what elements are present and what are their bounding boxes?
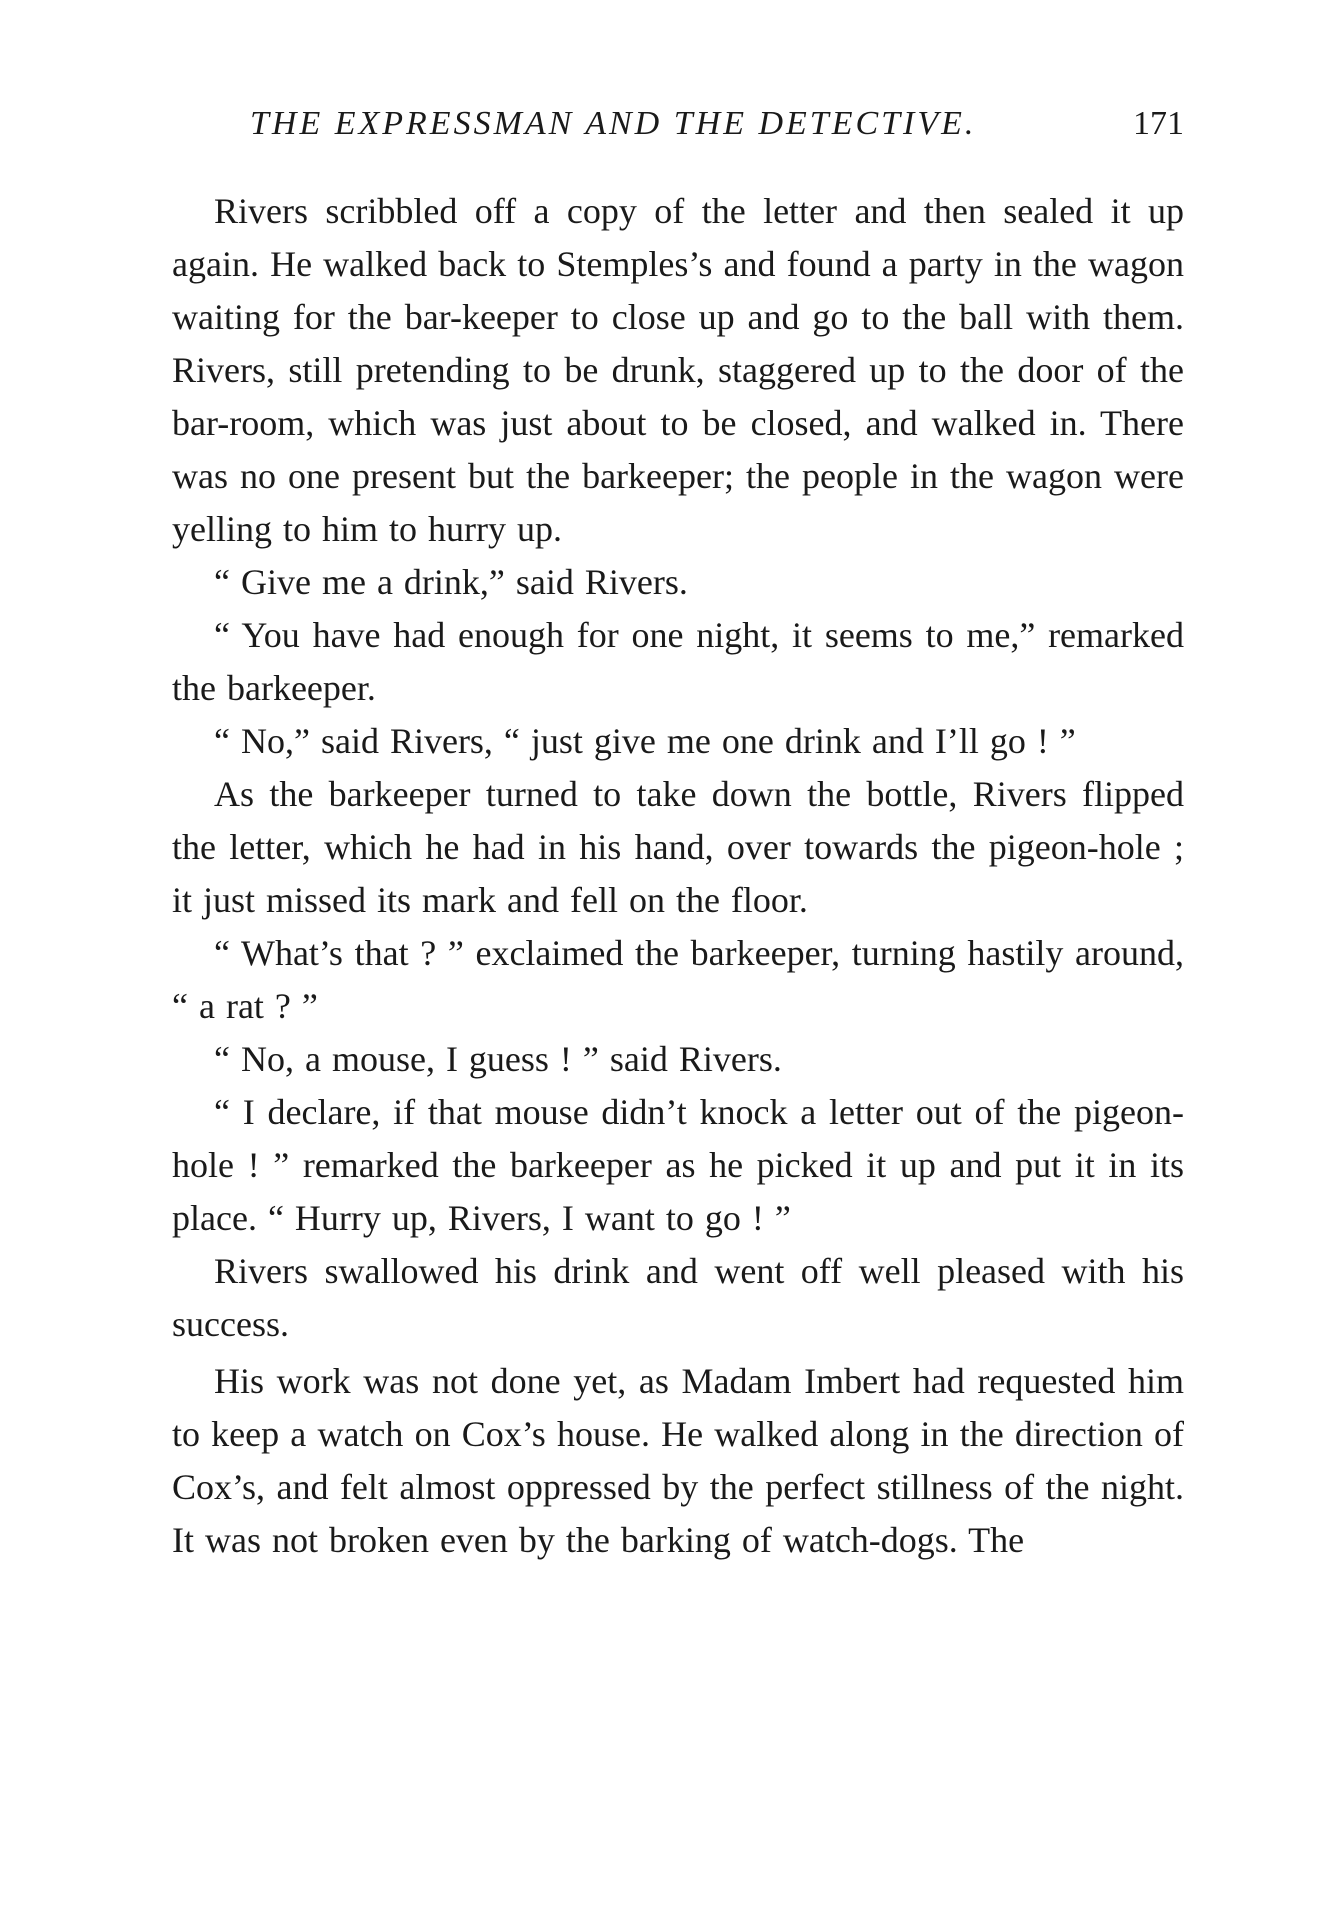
running-title: THE EXPRESSMAN AND THE DETECTIVE. — [250, 105, 977, 142]
book-page — [172, 105, 1184, 1567]
paragraph: “ Give me a drink,” said Rivers. — [214, 562, 688, 602]
paragraph: His work was not done yet, as Madam Imbert had requested him to keep a watch on Cox’s house. He walked along in the direction of Cox’s, and felt almost oppressed by the perfect stillness of the night. It was not broken even by the barking of watch-dogs. The — [172, 1361, 1184, 1560]
page-number: 171 — [1133, 105, 1184, 142]
paragraph: Rivers scribbled off a copy of the letter and then sealed it up again. He walked back to Stemples’s and found a party in the wagon waiting for the bar-keeper to close up and go to the ball with them. Rivers, still pretending to be drunk, staggered up to the door of the bar-room, which was just about to be closed, and walked in. There was no one present but the barkeeper; the people in the wagon were yelling to him to hurry up. — [172, 191, 1184, 549]
paragraph: “ You have had enough for one night, it seems to me,” remarked the barkeeper. — [172, 615, 1184, 708]
paragraph: Rivers swallowed his drink and went off well pleased with his success. — [172, 1251, 1184, 1344]
paragraph: “ No, a mouse, I guess ! ” said Rivers. — [214, 1039, 782, 1079]
paragraph: “ What’s that ? ” exclaimed the barkeeper, turning hastily around, “ a rat ? ” — [172, 933, 1184, 1026]
body-text — [172, 185, 1184, 1567]
paragraph: “ I declare, if that mouse didn’t knock a letter out of the pigeon-hole ! ” remarked the barkeeper as he picked it up and put it in its place. “ Hurry up, Rivers, I want to go ! ” — [172, 1092, 1184, 1238]
paragraph: “ No,” said Rivers, “ just give me one drink and I’ll go ! ” — [214, 721, 1076, 761]
running-header — [172, 105, 1184, 153]
paragraph: As the barkeeper turned to take down the bottle, Rivers flipped the letter, which he had in his hand, over towards the pigeon-hole ; it just missed its mark and fell on the floor. — [172, 774, 1184, 920]
